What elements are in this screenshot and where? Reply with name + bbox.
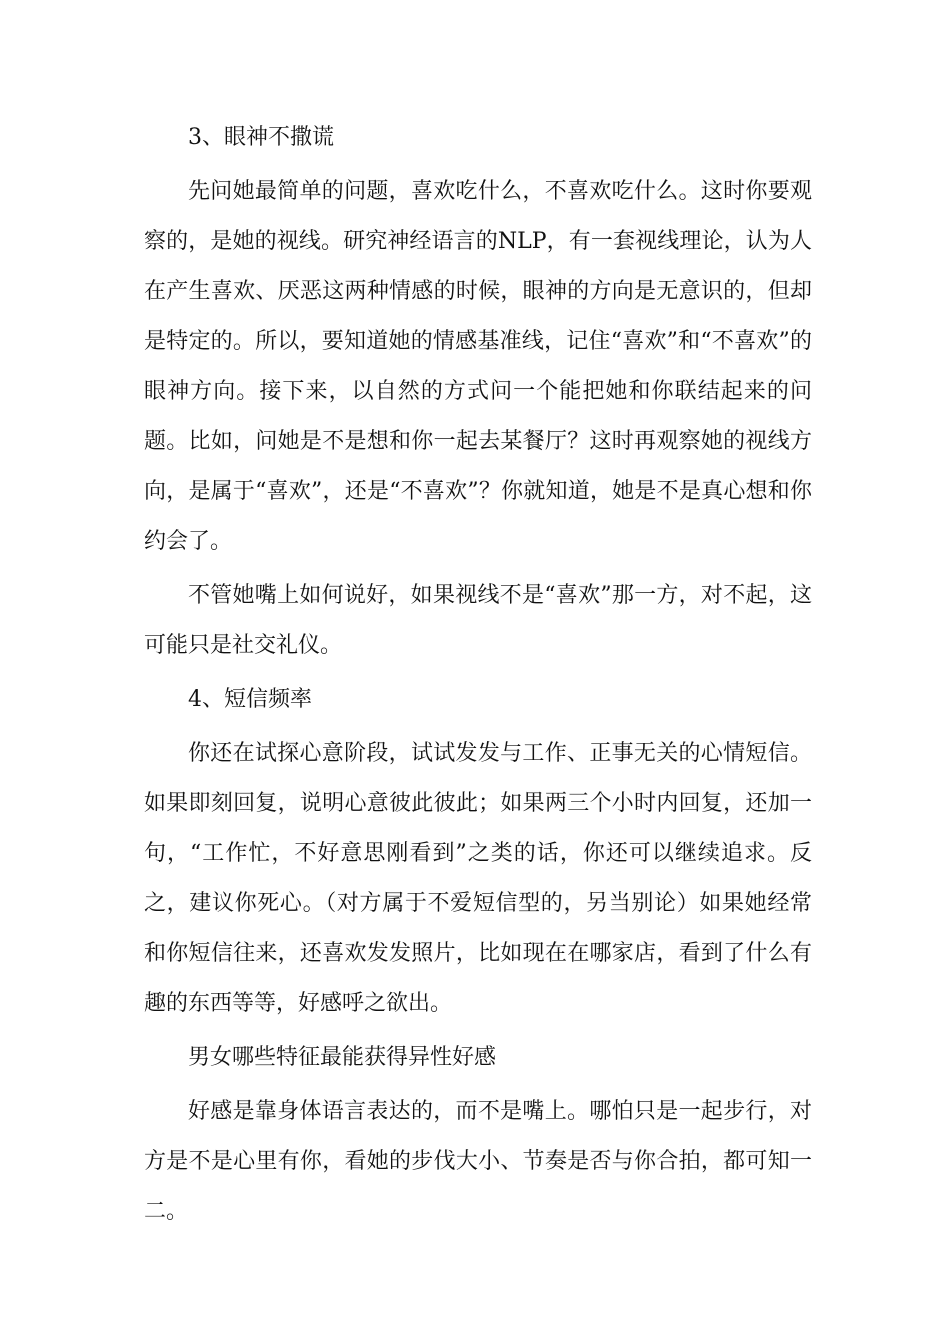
section-heading-sms: 4、短信频率	[188, 687, 312, 712]
section-heading-eyes: 3、眼神不撒谎	[188, 125, 334, 150]
paragraph-sms-frequency: 你还在试探心意阶段，试试发发与工作、正事无关的心情短信。如果即刻回复，说明心意彼此彼此；如果两三个小时内回复，还加一句，“工作忙，不好意思刚看到”之类的话，你还可以继续追求。反之，建议你死心。（对方属于不爱短信型的，另当别论）如果她经常和你短信往来，还喜欢发发照片，比如现在在哪家店，看到了什么有趣的东西等等，好感呼之欲出。	[144, 741, 812, 1016]
section-heading-traits: 男女哪些特征最能获得异性好感	[188, 1045, 497, 1070]
document-body	[144, 113, 812, 1241]
paragraph-social-etiquette: 不管她嘴上如何说好，如果视线不是“喜欢”那一方，对不起，这可能只是社交礼仪。	[144, 583, 812, 658]
paragraph-eyes-explanation: 先问她最简单的问题，喜欢吃什么，不喜欢吃什么。这时你要观察的，是她的视线。研究神经语言的NLP，有一套视线理论，认为人在产生喜欢、厌恶这两种情感的时候，眼神的方向是无意识的，但却是特定的。所以，要知道她的情感基准线，记住“喜欢”和“不喜欢”的眼神方向。接下来，以自然的方式问一个能把她和你联结起来的问题。比如，问她是不是想和你一起去某餐厅？这时再观察她的视线方向，是属于“喜欢”，还是“不喜欢”？你就知道，她是不是真心想和你约会了。	[144, 179, 812, 554]
paragraph-body-language: 好感是靠身体语言表达的，而不是嘴上。哪怕只是一起步行，对方是不是心里有你，看她的步伐大小、节奏是否与你合拍，都可知一二。	[144, 1099, 812, 1224]
